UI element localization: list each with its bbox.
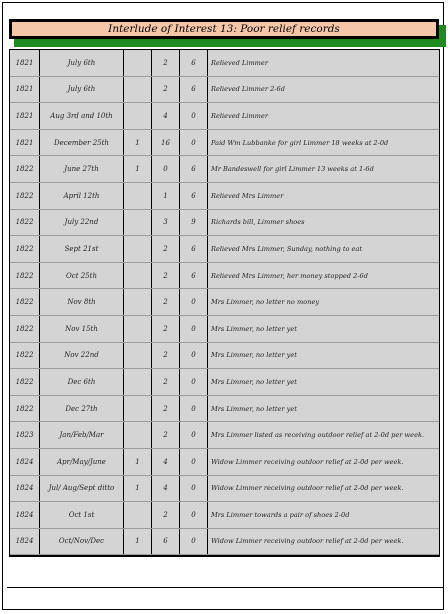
date-cell: July 22nd xyxy=(40,210,124,236)
year-cell: 1824 xyxy=(10,529,40,555)
year-cell: 1821 xyxy=(10,77,40,103)
year-cell: 1822 xyxy=(10,156,40,182)
date-cell: Nov 22nd xyxy=(40,343,124,369)
title-banner xyxy=(9,19,439,39)
pence-cell: 6 xyxy=(180,50,208,76)
table-row xyxy=(10,316,439,343)
table-row xyxy=(10,130,439,157)
pounds-cell xyxy=(124,236,152,262)
pounds-cell xyxy=(124,343,152,369)
pence-cell: 0 xyxy=(180,369,208,395)
pounds-cell: 1 xyxy=(124,529,152,555)
pence-cell: 6 xyxy=(180,156,208,182)
pounds-cell: 1 xyxy=(124,156,152,182)
table-row xyxy=(10,369,439,396)
pounds-cell xyxy=(124,502,152,528)
shillings-cell: 2 xyxy=(152,77,180,103)
description-cell: Mrs Limmer, no letter yet xyxy=(211,404,297,413)
date-cell: July 6th xyxy=(40,50,124,76)
shillings-cell: 4 xyxy=(152,449,180,475)
table-row xyxy=(10,422,439,449)
pence-cell: 0 xyxy=(180,103,208,129)
shillings-cell: 2 xyxy=(152,502,180,528)
year-cell: 1821 xyxy=(10,50,40,76)
table-row xyxy=(10,396,439,423)
description-cell: Mrs Limmer, no letter yet xyxy=(211,351,297,360)
description-cell: Relieved Limmer 2-6d xyxy=(211,85,285,94)
year-cell: 1824 xyxy=(10,476,40,502)
table-row xyxy=(10,236,439,263)
description-cell: Richards bill, Limmer shoes xyxy=(211,218,305,227)
pounds-cell xyxy=(124,422,152,448)
pence-cell: 0 xyxy=(180,316,208,342)
pounds-cell xyxy=(124,316,152,342)
description-cell: Mrs Limmer listed as receiving outdoor relief at 2-0d per week. xyxy=(211,431,425,440)
year-cell: 1824 xyxy=(10,449,40,475)
table-row xyxy=(10,449,439,476)
year-cell: 1822 xyxy=(10,396,40,422)
shillings-cell: 4 xyxy=(152,476,180,502)
shillings-cell: 0 xyxy=(152,156,180,182)
shillings-cell: 6 xyxy=(152,529,180,555)
description-cell: Widow Limmer receiving outdoor relief at 2-0d per week. xyxy=(211,484,404,493)
date-cell: Jan/Feb/Mar xyxy=(40,422,124,448)
date-cell: Jul/ Aug/Sept ditto xyxy=(40,476,124,502)
records-table xyxy=(9,49,440,557)
pounds-cell xyxy=(124,183,152,209)
shillings-cell: 2 xyxy=(152,263,180,289)
pounds-cell xyxy=(124,50,152,76)
pounds-cell xyxy=(124,289,152,315)
table-row xyxy=(10,103,439,130)
pence-cell: 0 xyxy=(180,449,208,475)
divider-line xyxy=(7,587,443,588)
year-cell: 1822 xyxy=(10,236,40,262)
pence-cell: 6 xyxy=(180,236,208,262)
description-cell: Relieved Mrs Limmer, Sunday, nothing to eat xyxy=(211,244,363,253)
description-cell: Paid Wm Lubbanke for girl Limmer 18 weeks at 2-0d xyxy=(211,138,389,147)
description-cell: Relieved Mrs Limmer xyxy=(211,191,284,200)
year-cell: 1822 xyxy=(10,183,40,209)
description-cell: Mrs Limmer, no letter yet xyxy=(211,377,297,386)
table-row xyxy=(10,343,439,370)
pence-cell: 6 xyxy=(180,263,208,289)
year-cell: 1824 xyxy=(10,502,40,528)
table-row xyxy=(10,502,439,529)
table-row xyxy=(10,263,439,290)
pounds-cell xyxy=(124,210,152,236)
pounds-cell: 1 xyxy=(124,130,152,156)
year-cell: 1821 xyxy=(10,103,40,129)
pounds-cell: 1 xyxy=(124,476,152,502)
shillings-cell: 4 xyxy=(152,103,180,129)
year-cell: 1822 xyxy=(10,316,40,342)
page-title: Interlude of Interest 13: Poor relief records xyxy=(108,23,340,35)
pence-cell: 0 xyxy=(180,502,208,528)
pence-cell: 0 xyxy=(180,396,208,422)
description-cell: Mrs Limmer, no letter yet xyxy=(211,324,297,333)
pounds-cell xyxy=(124,77,152,103)
pence-cell: 0 xyxy=(180,422,208,448)
date-cell: Sept 21st xyxy=(40,236,124,262)
document-page xyxy=(2,2,444,610)
shillings-cell: 2 xyxy=(152,289,180,315)
pence-cell: 0 xyxy=(180,529,208,555)
table-row xyxy=(10,476,439,503)
pounds-cell xyxy=(124,396,152,422)
description-cell: Relieved Mrs Limmer, her money stopped 2-6d xyxy=(211,271,368,280)
table-row xyxy=(10,210,439,237)
date-cell: Apr/May/June xyxy=(40,449,124,475)
date-cell: June 27th xyxy=(40,156,124,182)
date-cell: April 12th xyxy=(40,183,124,209)
date-cell: December 25th xyxy=(40,130,124,156)
pence-cell: 6 xyxy=(180,77,208,103)
date-cell: Oct 1st xyxy=(40,502,124,528)
shillings-cell: 2 xyxy=(152,50,180,76)
shillings-cell: 2 xyxy=(152,369,180,395)
shillings-cell: 2 xyxy=(152,396,180,422)
shillings-cell: 3 xyxy=(152,210,180,236)
shillings-cell: 1 xyxy=(152,183,180,209)
date-cell: Oct 25th xyxy=(40,263,124,289)
shillings-cell: 2 xyxy=(152,236,180,262)
date-cell: Dec 27th xyxy=(40,396,124,422)
shillings-cell: 2 xyxy=(152,316,180,342)
year-cell: 1822 xyxy=(10,343,40,369)
pence-cell: 0 xyxy=(180,476,208,502)
date-cell: July 6th xyxy=(40,77,124,103)
shillings-cell: 16 xyxy=(152,130,180,156)
table-row xyxy=(10,289,439,316)
pence-cell: 6 xyxy=(180,183,208,209)
year-cell: 1822 xyxy=(10,369,40,395)
shillings-cell: 2 xyxy=(152,343,180,369)
pounds-cell xyxy=(124,103,152,129)
description-cell: Mrs Limmer, no letter no money xyxy=(211,298,320,307)
date-cell: Oct/Nov/Dec xyxy=(40,529,124,555)
table-row xyxy=(10,50,439,77)
pounds-cell xyxy=(124,263,152,289)
description-cell: Mr Bandeswell for girl Limmer 13 weeks at 1-6d xyxy=(211,165,374,174)
date-cell: Dec 6th xyxy=(40,369,124,395)
pence-cell: 0 xyxy=(180,289,208,315)
pence-cell: 0 xyxy=(180,343,208,369)
date-cell: Nov 8th xyxy=(40,289,124,315)
pence-cell: 0 xyxy=(180,130,208,156)
date-cell: Nov 15th xyxy=(40,316,124,342)
pence-cell: 9 xyxy=(180,210,208,236)
table-row xyxy=(10,529,439,556)
year-cell: 1821 xyxy=(10,130,40,156)
pounds-cell: 1 xyxy=(124,449,152,475)
table-row xyxy=(10,183,439,210)
shillings-cell: 2 xyxy=(152,422,180,448)
date-cell: Aug 3rd and 10th xyxy=(40,103,124,129)
table-row xyxy=(10,77,439,104)
description-cell: Widow Limmer receiving outdoor relief at 2-0d per week. xyxy=(211,457,404,466)
description-cell: Relieved Limmer xyxy=(211,111,268,120)
year-cell: 1822 xyxy=(10,263,40,289)
year-cell: 1822 xyxy=(10,289,40,315)
table-row xyxy=(10,156,439,183)
year-cell: 1822 xyxy=(10,210,40,236)
pounds-cell xyxy=(124,369,152,395)
description-cell: Widow Limmer receiving outdoor relief at 2-0d per week. xyxy=(211,537,404,546)
description-cell: Relieved Limmer xyxy=(211,58,268,67)
description-cell: Mrs Limmer towards a pair of shoes 2-0d xyxy=(211,510,350,519)
year-cell: 1823 xyxy=(10,422,40,448)
